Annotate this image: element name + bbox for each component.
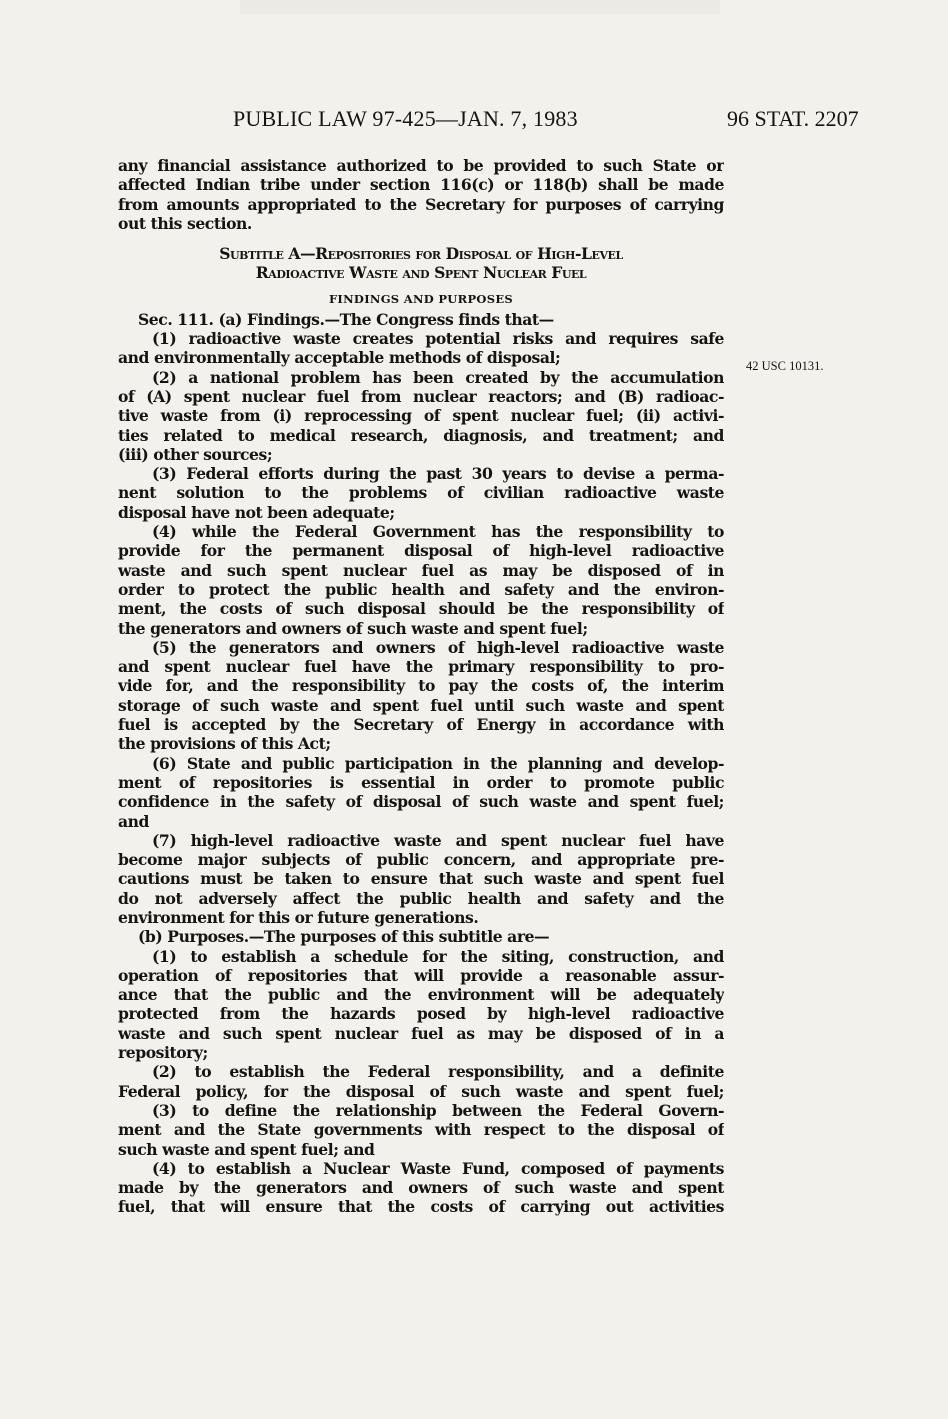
text-line: disposal have not been adequate; xyxy=(118,502,395,522)
text-line: ance that the public and the environment will be adequately xyxy=(118,985,724,1005)
text-line: (4) to establish a Nuclear Waste Fund, composed of payments xyxy=(152,1158,724,1178)
text-line: the provisions of this Act; xyxy=(118,734,331,754)
text-line: fuel is accepted by the Secretary of Energy in accordance with xyxy=(118,715,724,735)
text-line: order to protect the public health and safety and the environ- xyxy=(118,579,724,599)
text-line: ment, the costs of such disposal should be the responsibility of xyxy=(118,599,724,619)
text-line: ment of repositories is essential in order to promote public xyxy=(118,772,724,792)
text-line: (1) to establish a schedule for the siting, construction, and xyxy=(152,946,724,966)
text-line: out this section. xyxy=(118,213,252,233)
text-line: (6) State and public participation in the planning and develop- xyxy=(152,753,724,773)
section-heading: Subtitle A—Repositories for Disposal of High-Level xyxy=(219,244,623,264)
section-heading: Radioactive Waste and Spent Nuclear Fuel xyxy=(255,263,587,283)
text-line: and xyxy=(118,811,149,831)
text-line: protected from the hazards posed by high-level radioactive xyxy=(118,1004,724,1024)
text-line: and spent nuclear fuel have the primary responsibility to pro- xyxy=(118,657,724,677)
text-line: provide for the permanent disposal of high-level radioactive xyxy=(118,541,724,561)
text-line: (3) to define the relationship between the Federal Govern- xyxy=(152,1100,724,1120)
scan-artifact xyxy=(240,0,720,14)
text-line: tive waste from (i) reprocessing of spent nuclear fuel; (ii) activi- xyxy=(118,406,724,426)
text-line: (1) radioactive waste creates potential risks and requires safe xyxy=(152,329,724,349)
section-heading: FINDINGS AND PURPOSES xyxy=(328,291,514,306)
text-line: (3) Federal efforts during the past 30 years to devise a perma- xyxy=(152,464,724,484)
margin-citation: 42 USC 10131. xyxy=(746,359,824,373)
text-line: (5) the generators and owners of high-level radioactive waste xyxy=(152,637,724,657)
text-line: storage of such waste and spent fuel until such waste and spent xyxy=(118,695,724,715)
text-line: ment and the State governments with respect to the disposal of xyxy=(118,1120,724,1140)
running-header-stat: 96 STAT. 2207 xyxy=(727,106,859,131)
text-line: of (A) spent nuclear fuel from nuclear reactors; and (B) radioac- xyxy=(118,386,724,406)
text-line: confidence in the safety of disposal of such waste and spent fuel; xyxy=(118,792,724,812)
text-line: operation of repositories that will provide a reasonable assur- xyxy=(118,965,724,985)
text-line: cautions must be taken to ensure that such waste and spent fuel xyxy=(118,869,724,889)
text-line: fuel, that will ensure that the costs of carrying out activities xyxy=(118,1197,724,1217)
text-line: (2) to establish the Federal responsibility, and a definite xyxy=(152,1062,724,1082)
text-line: any financial assistance authorized to be provided to such State or xyxy=(118,156,724,175)
text-line: and environmentally acceptable methods of disposal; xyxy=(118,348,561,368)
text-line: from amounts appropriated to the Secretary for purposes of carrying xyxy=(118,194,724,214)
text-line: vide for, and the responsibility to pay the costs of, the interim xyxy=(118,676,724,696)
spacer xyxy=(118,233,724,244)
text-line: affected Indian tribe under section 116(c) or 118(b) shall be made xyxy=(118,175,724,195)
text-line: (4) while the Federal Government has the responsibility to xyxy=(152,522,724,542)
text-line: ties related to medical research, diagnosis, and treatment; and xyxy=(118,425,724,445)
text-line: waste and such spent nuclear fuel as may be disposed of in a xyxy=(118,1023,724,1043)
text-line: waste and such spent nuclear fuel as may be disposed of in xyxy=(118,560,724,580)
text-line: repository; xyxy=(118,1043,208,1063)
body-text xyxy=(118,156,724,1217)
text-line: the generators and owners of such waste and spent fuel; xyxy=(118,618,588,638)
text-line: (2) a national problem has been created by the accumulation xyxy=(152,367,724,387)
running-header-law: PUBLIC LAW 97-425—JAN. 7, 1983 xyxy=(233,106,578,131)
text-line: (7) high-level radioactive waste and spent nuclear fuel have xyxy=(152,830,724,850)
text-line: do not adversely affect the public health and safety and the xyxy=(118,888,724,908)
text-line: such waste and spent fuel; and xyxy=(118,1139,375,1159)
text-line: Federal policy, for the disposal of such waste and spent fuel; xyxy=(118,1081,724,1101)
text-line: (b) Purposes.—The purposes of this subtitle are— xyxy=(138,927,550,947)
text-line: become major subjects of public concern, and appropriate pre- xyxy=(118,850,724,870)
text-line: made by the generators and owners of such waste and spent xyxy=(118,1178,724,1198)
text-line: (iii) other sources; xyxy=(118,444,273,464)
text-line: nent solution to the problems of civilian radioactive waste xyxy=(118,483,724,503)
text-line: Sec. 111. (a) Findings.—The Congress finds that— xyxy=(138,309,554,329)
text-line: environment for this or future generations. xyxy=(118,907,479,927)
